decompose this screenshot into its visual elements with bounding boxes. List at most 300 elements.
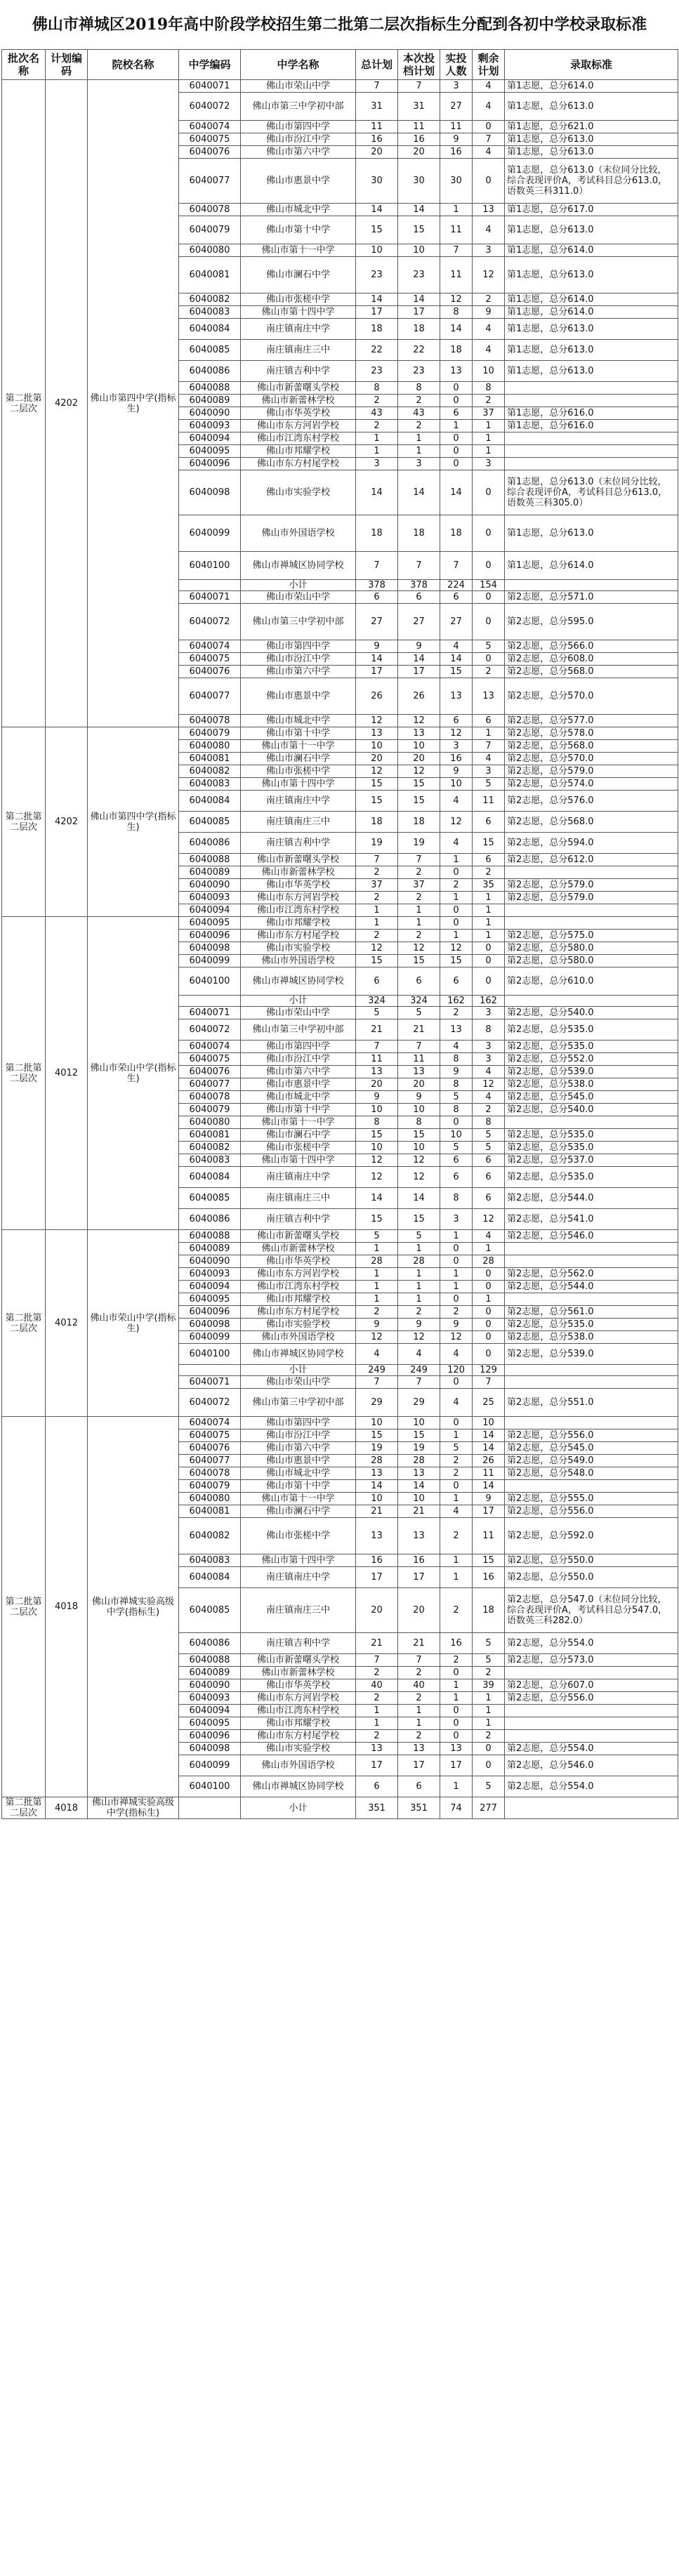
plan-cell: 10 (398, 1417, 440, 1429)
middle-name-cell: 佛山市东方村尾学校 (241, 1306, 356, 1319)
standard-cell: 第2志愿，总分556.0 (505, 1692, 678, 1705)
standard-cell: 第2志愿，总分547.0（末位同分比较，综合表现评价A，考试科目总分547.0，语数英三科282.0） (505, 1588, 678, 1633)
standard-cell: 第2志愿，总分545.0 (505, 1442, 678, 1455)
total-cell: 23 (356, 257, 398, 293)
plan-cell: 1 (398, 1293, 440, 1306)
middle-name-cell: 佛山市华英学校 (241, 407, 356, 420)
plan-cell: 15 (398, 216, 440, 244)
total-cell: 15 (356, 216, 398, 244)
plan-cell: 10 (398, 740, 440, 753)
standard-cell: 第2志愿，总分595.0 (505, 604, 678, 640)
middle-name-cell: 南庄镇吉利中学 (241, 361, 356, 382)
middle-code-cell: 6040079 (179, 1480, 241, 1493)
remain-cell: 1 (473, 445, 505, 458)
actual-cell: 2 (440, 1518, 473, 1554)
total-cell: 28 (356, 1255, 398, 1268)
plan-cell: 21 (398, 1019, 440, 1041)
standard-cell: 第2志愿，总分568.0 (505, 812, 678, 833)
actual-cell: 1 (440, 930, 473, 942)
middle-name-cell: 佛山市城北中学 (241, 715, 356, 727)
plan-cell: 13 (398, 727, 440, 740)
total-cell: 21 (356, 1633, 398, 1654)
standard-cell: 第1志愿，总分614.0 (505, 244, 678, 257)
remain-cell: 3 (473, 765, 505, 778)
total-cell: 8 (356, 382, 398, 395)
middle-name-cell: 佛山市外国语学校 (241, 955, 356, 967)
remain-cell: 0 (473, 470, 505, 515)
middle-code-cell: 6040075 (179, 653, 241, 666)
middle-code-cell: 6040089 (179, 395, 241, 407)
middle-code-cell: 6040080 (179, 244, 241, 257)
standard-cell: 第1志愿，总分613.0 (505, 515, 678, 552)
middle-name-cell: 佛山市汾江中学 (241, 133, 356, 146)
middle-code-cell: 6040098 (179, 1319, 241, 1331)
actual-cell: 1 (440, 1679, 473, 1692)
actual-cell: 6 (440, 967, 473, 996)
standard-cell: 第1志愿，总分621.0 (505, 121, 678, 133)
remain-cell: 6 (473, 812, 505, 833)
middle-name-cell: 佛山市澜石中学 (241, 257, 356, 293)
actual-cell: 12 (440, 942, 473, 955)
total-cell: 18 (356, 812, 398, 833)
total-cell: 324 (356, 996, 398, 1007)
remain-cell: 5 (473, 1776, 505, 1797)
middle-code-cell: 6040100 (179, 552, 241, 580)
middle-name-cell: 佛山市汾江中学 (241, 653, 356, 666)
standard-cell: 第1志愿，总分614.0 (505, 306, 678, 319)
plan-cell: 28 (398, 1255, 440, 1268)
plan-code-cell: 4202 (46, 80, 88, 727)
standard-cell: 第2志愿，总分607.0 (505, 1679, 678, 1692)
middle-code-cell: 6040088 (179, 382, 241, 395)
total-cell: 4 (356, 1344, 398, 1365)
standard-cell (505, 904, 678, 917)
standard-cell (505, 580, 678, 591)
middle-name-cell: 佛山市禅城区协同学校 (241, 552, 356, 580)
middle-code-cell: 6040084 (179, 1567, 241, 1588)
plan-cell: 11 (398, 121, 440, 133)
middle-code-cell: 6040095 (179, 917, 241, 930)
standard-cell: 第2志愿，总分541.0 (505, 1209, 678, 1230)
actual-cell: 18 (440, 340, 473, 361)
total-cell: 40 (356, 1679, 398, 1692)
middle-code-cell: 6040083 (179, 778, 241, 791)
remain-cell: 0 (473, 1306, 505, 1319)
standard-cell: 第2志愿，总分538.0 (505, 1331, 678, 1344)
middle-name-cell: 佛山市第四中学 (241, 640, 356, 653)
middle-name-cell: 佛山市澜石中学 (241, 753, 356, 765)
standard-cell: 第2志愿，总分551.0 (505, 1389, 678, 1417)
standard-cell (505, 1417, 678, 1429)
plan-cell: 1 (398, 904, 440, 917)
standard-cell (505, 1376, 678, 1389)
plan-cell: 1 (398, 445, 440, 458)
total-cell: 1 (356, 1281, 398, 1293)
total-cell: 1 (356, 432, 398, 445)
standard-cell: 第1志愿，总分614.0 (505, 293, 678, 306)
plan-cell: 43 (398, 407, 440, 420)
remain-cell: 4 (473, 216, 505, 244)
actual-cell: 0 (440, 1376, 473, 1389)
middle-code-cell: 6040096 (179, 458, 241, 470)
remain-cell: 2 (473, 866, 505, 879)
middle-code-cell: 6040085 (179, 1188, 241, 1209)
plan-cell: 17 (398, 1755, 440, 1776)
remain-cell: 12 (473, 1209, 505, 1230)
middle-name-cell: 佛山市第十四中学 (241, 306, 356, 319)
middle-code-cell: 6040090 (179, 1255, 241, 1268)
middle-code-cell: 6040079 (179, 216, 241, 244)
header-total: 总计划 (356, 50, 398, 80)
standard-cell: 第2志愿，总分549.0 (505, 1455, 678, 1467)
total-cell: 5 (356, 1007, 398, 1019)
standard-cell: 第2志愿，总分579.0 (505, 765, 678, 778)
middle-code-cell: 6040079 (179, 727, 241, 740)
actual-cell: 6 (440, 591, 473, 604)
remain-cell: 0 (473, 1755, 505, 1776)
middle-name-cell: 佛山市邦耀学校 (241, 1717, 356, 1730)
plan-cell: 28 (398, 1455, 440, 1467)
standard-cell (505, 996, 678, 1007)
remain-cell: 0 (473, 955, 505, 967)
middle-code-cell: 6040079 (179, 1104, 241, 1116)
middle-name-cell: 佛山市东方村尾学校 (241, 458, 356, 470)
standard-cell: 第2志愿，总分555.0 (505, 1493, 678, 1505)
middle-code-cell: 6040090 (179, 879, 241, 892)
total-cell: 7 (356, 1041, 398, 1053)
total-cell: 18 (356, 515, 398, 552)
actual-cell: 8 (440, 306, 473, 319)
middle-name-cell: 佛山市第三中学初中部 (241, 1019, 356, 1041)
middle-code-cell: 6040080 (179, 1493, 241, 1505)
plan-cell: 2 (398, 395, 440, 407)
standard-cell: 第2志愿，总分594.0 (505, 833, 678, 854)
plan-cell: 12 (398, 1331, 440, 1344)
plan-cell: 30 (398, 159, 440, 204)
standard-cell: 第1志愿，总分613.0 (505, 340, 678, 361)
middle-name-cell: 佛山市禅城区协同学校 (241, 1344, 356, 1365)
standard-cell: 第1志愿，总分613.0 (505, 93, 678, 121)
actual-cell: 1 (440, 1776, 473, 1797)
total-cell: 13 (356, 727, 398, 740)
middle-name-cell: 佛山市惠景中学 (241, 678, 356, 715)
actual-cell: 0 (440, 904, 473, 917)
actual-cell: 1 (440, 1567, 473, 1588)
total-cell: 10 (356, 1142, 398, 1154)
plan-cell: 6 (398, 967, 440, 996)
remain-cell: 25 (473, 1389, 505, 1417)
plan-cell: 2 (398, 1692, 440, 1705)
plan-cell: 7 (398, 1654, 440, 1667)
middle-code-cell: 6040099 (179, 1331, 241, 1344)
middle-code-cell: 6040088 (179, 854, 241, 866)
remain-cell: 7 (473, 740, 505, 753)
middle-code-cell: 6040095 (179, 1717, 241, 1730)
plan-cell: 15 (398, 778, 440, 791)
plan-cell: 10 (398, 244, 440, 257)
middle-code-cell: 6040071 (179, 1007, 241, 1019)
standard-cell: 第2志愿，总分554.0 (505, 1776, 678, 1797)
remain-cell: 17 (473, 1505, 505, 1518)
total-cell: 12 (356, 765, 398, 778)
total-cell: 20 (356, 753, 398, 765)
total-cell: 3 (356, 458, 398, 470)
middle-name-cell: 佛山市华英学校 (241, 1679, 356, 1692)
total-cell: 378 (356, 580, 398, 591)
middle-code-cell: 6040071 (179, 80, 241, 93)
total-cell: 11 (356, 1053, 398, 1066)
actual-cell: 13 (440, 678, 473, 715)
standard-cell: 第2志愿，总分535.0 (505, 1041, 678, 1053)
batch-cell: 第二批第二层次 (2, 917, 46, 1230)
middle-code-cell: 6040074 (179, 640, 241, 653)
middle-code-cell: 6040083 (179, 1154, 241, 1167)
actual-cell: 0 (440, 458, 473, 470)
plan-code-cell: 4012 (46, 1230, 88, 1417)
remain-cell: 4 (473, 80, 505, 93)
total-cell: 12 (356, 1167, 398, 1188)
standard-cell: 第2志愿，总分552.0 (505, 1053, 678, 1066)
middle-name-cell: 佛山市外国语学校 (241, 515, 356, 552)
middle-name-cell: 佛山市第四中学 (241, 1417, 356, 1429)
remain-cell: 2 (473, 1104, 505, 1116)
plan-cell: 14 (398, 470, 440, 515)
actual-cell: 12 (440, 727, 473, 740)
actual-cell: 6 (440, 407, 473, 420)
actual-cell: 0 (440, 1667, 473, 1679)
total-cell: 1 (356, 1705, 398, 1717)
standard-cell (505, 1797, 678, 1819)
standard-cell: 第2志愿，总分561.0 (505, 1306, 678, 1319)
total-cell: 21 (356, 1019, 398, 1041)
total-cell: 43 (356, 407, 398, 420)
plan-cell: 20 (398, 753, 440, 765)
remain-cell: 5 (473, 1633, 505, 1654)
total-cell: 2 (356, 1306, 398, 1319)
standard-cell: 第2志愿，总分545.0 (505, 1091, 678, 1104)
plan-cell: 31 (398, 93, 440, 121)
plan-cell: 11 (398, 1053, 440, 1066)
remain-cell: 0 (473, 1268, 505, 1281)
middle-name-cell: 佛山市新蕾曙头学校 (241, 1654, 356, 1667)
plan-cell: 18 (398, 812, 440, 833)
total-cell: 6 (356, 967, 398, 996)
middle-name-cell: 佛山市澜石中学 (241, 1505, 356, 1518)
plan-cell: 2 (398, 930, 440, 942)
standard-cell: 第2志愿，总分554.0 (505, 1633, 678, 1654)
remain-cell: 0 (473, 1319, 505, 1331)
middle-code-cell: 6040074 (179, 1417, 241, 1429)
remain-cell: 2 (473, 666, 505, 678)
remain-cell: 4 (473, 1066, 505, 1078)
middle-code-cell: 6040077 (179, 678, 241, 715)
middle-code-cell: 6040078 (179, 715, 241, 727)
middle-name-cell: 南庄镇南庄中学 (241, 319, 356, 340)
total-cell: 16 (356, 133, 398, 146)
plan-cell: 2 (398, 420, 440, 432)
actual-cell: 8 (440, 1104, 473, 1116)
remain-cell: 1 (473, 420, 505, 432)
total-cell: 2 (356, 866, 398, 879)
actual-cell: 2 (440, 1306, 473, 1319)
total-cell: 16 (356, 1554, 398, 1567)
middle-name-cell: 佛山市第十中学 (241, 216, 356, 244)
remain-cell: 0 (473, 1331, 505, 1344)
plan-cell: 14 (398, 293, 440, 306)
standard-cell: 第2志愿，总分550.0 (505, 1567, 678, 1588)
plan-cell: 2 (398, 1730, 440, 1743)
actual-cell: 1 (440, 1230, 473, 1243)
middle-name-cell: 佛山市荣山中学 (241, 1376, 356, 1389)
middle-name-cell: 佛山市江湾东村学校 (241, 1281, 356, 1293)
remain-cell: 5 (473, 1129, 505, 1142)
remain-cell: 0 (473, 1281, 505, 1293)
remain-cell: 11 (473, 1467, 505, 1480)
middle-code-cell: 6040096 (179, 1730, 241, 1743)
middle-code-cell: 6040086 (179, 833, 241, 854)
middle-code-cell: 6040076 (179, 1442, 241, 1455)
actual-cell: 3 (440, 1209, 473, 1230)
remain-cell: 0 (473, 604, 505, 640)
remain-cell: 3 (473, 244, 505, 257)
plan-cell: 13 (398, 1518, 440, 1554)
total-cell: 2 (356, 930, 398, 942)
total-cell: 14 (356, 470, 398, 515)
middle-name-cell: 佛山市第六中学 (241, 146, 356, 159)
remain-cell: 4 (473, 753, 505, 765)
actual-cell: 0 (440, 917, 473, 930)
standard-cell (505, 432, 678, 445)
standard-cell: 第1志愿，总分613.0 (505, 319, 678, 340)
total-cell: 1 (356, 917, 398, 930)
plan-cell: 15 (398, 1429, 440, 1442)
middle-name-cell: 小计 (241, 1797, 356, 1819)
middle-name-cell: 小计 (241, 580, 356, 591)
remain-cell: 15 (473, 1554, 505, 1567)
middle-name-cell: 佛山市实验学校 (241, 1319, 356, 1331)
total-cell: 8 (356, 1116, 398, 1129)
standard-cell (505, 1255, 678, 1268)
batch-cell: 第二批第二层次 (2, 1797, 46, 1819)
actual-cell: 9 (440, 1319, 473, 1331)
middle-code-cell: 6040086 (179, 1633, 241, 1654)
middle-name-cell: 佛山市惠景中学 (241, 1455, 356, 1467)
middle-name-cell: 佛山市东方村尾学校 (241, 1730, 356, 1743)
plan-cell: 14 (398, 204, 440, 216)
total-cell: 7 (356, 1376, 398, 1389)
standard-cell: 第1志愿，总分613.0 (505, 146, 678, 159)
plan-cell: 7 (398, 552, 440, 580)
header-middle-name: 中学名称 (241, 50, 356, 80)
total-cell: 12 (356, 715, 398, 727)
school-cell: 佛山市第四中学(指标生) (88, 80, 179, 727)
remain-cell: 6 (473, 1188, 505, 1209)
actual-cell: 11 (440, 121, 473, 133)
remain-cell: 7 (473, 133, 505, 146)
middle-name-cell: 佛山市东方河岩学校 (241, 1692, 356, 1705)
middle-name-cell: 南庄镇南庄三中 (241, 812, 356, 833)
total-cell: 23 (356, 361, 398, 382)
plan-cell: 1 (398, 1705, 440, 1717)
actual-cell: 0 (440, 1705, 473, 1717)
plan-cell: 20 (398, 1588, 440, 1633)
middle-name-cell: 佛山市江湾东村学校 (241, 432, 356, 445)
actual-cell: 12 (440, 812, 473, 833)
remain-cell: 0 (473, 591, 505, 604)
middle-name-cell: 南庄镇南庄中学 (241, 1567, 356, 1588)
actual-cell: 4 (440, 1505, 473, 1518)
plan-cell: 23 (398, 257, 440, 293)
middle-code-cell: 6040095 (179, 1293, 241, 1306)
standard-cell (505, 382, 678, 395)
plan-cell: 8 (398, 382, 440, 395)
plan-cell: 17 (398, 666, 440, 678)
middle-name-cell: 南庄镇南庄中学 (241, 791, 356, 812)
total-cell: 1 (356, 1243, 398, 1255)
plan-cell: 3 (398, 458, 440, 470)
middle-code-cell: 6040078 (179, 1467, 241, 1480)
remain-cell: 5 (473, 778, 505, 791)
total-cell: 6 (356, 1776, 398, 1797)
middle-name-cell: 佛山市汾江中学 (241, 1053, 356, 1066)
middle-name-cell: 佛山市张槎中学 (241, 1518, 356, 1554)
remain-cell: 6 (473, 854, 505, 866)
standard-cell: 第2志愿，总分556.0 (505, 1505, 678, 1518)
standard-cell (505, 866, 678, 879)
middle-code-cell (179, 580, 241, 591)
middle-name-cell: 小计 (241, 1365, 356, 1376)
middle-name-cell: 南庄镇南庄三中 (241, 340, 356, 361)
standard-cell: 第2志愿，总分535.0 (505, 1019, 678, 1041)
plan-cell: 20 (398, 1078, 440, 1091)
middle-code-cell: 6040100 (179, 967, 241, 996)
standard-cell: 第2志愿，总分578.0 (505, 727, 678, 740)
plan-cell: 6 (398, 591, 440, 604)
standard-cell (505, 1480, 678, 1493)
plan-cell: 2 (398, 892, 440, 904)
middle-code-cell: 6040074 (179, 1041, 241, 1053)
remain-cell: 4 (473, 146, 505, 159)
header-school: 院校名称 (88, 50, 179, 80)
plan-cell: 324 (398, 996, 440, 1007)
total-cell: 2 (356, 395, 398, 407)
middle-code-cell: 6040071 (179, 1376, 241, 1389)
standard-cell: 第1志愿，总分613.0 (505, 257, 678, 293)
total-cell: 249 (356, 1365, 398, 1376)
actual-cell: 4 (440, 1344, 473, 1365)
middle-code-cell: 6040090 (179, 1679, 241, 1692)
middle-name-cell: 佛山市第十一中学 (241, 1493, 356, 1505)
middle-name-cell: 佛山市华英学校 (241, 1255, 356, 1268)
standard-cell: 第2志愿，总分570.0 (505, 678, 678, 715)
remain-cell: 2 (473, 1730, 505, 1743)
total-cell: 7 (356, 80, 398, 93)
middle-name-cell: 佛山市第三中学初中部 (241, 1389, 356, 1417)
standard-cell: 第2志愿，总分577.0 (505, 715, 678, 727)
total-cell: 7 (356, 1654, 398, 1667)
actual-cell: 6 (440, 1154, 473, 1167)
middle-name-cell: 佛山市第六中学 (241, 666, 356, 678)
plan-code-cell: 4018 (46, 1797, 88, 1819)
middle-name-cell: 佛山市荣山中学 (241, 80, 356, 93)
remain-cell: 0 (473, 121, 505, 133)
standard-cell (505, 1705, 678, 1717)
middle-code-cell: 6040071 (179, 591, 241, 604)
remain-cell: 10 (473, 361, 505, 382)
middle-code-cell: 6040094 (179, 1705, 241, 1717)
remain-cell: 277 (473, 1797, 505, 1819)
actual-cell: 2 (440, 879, 473, 892)
